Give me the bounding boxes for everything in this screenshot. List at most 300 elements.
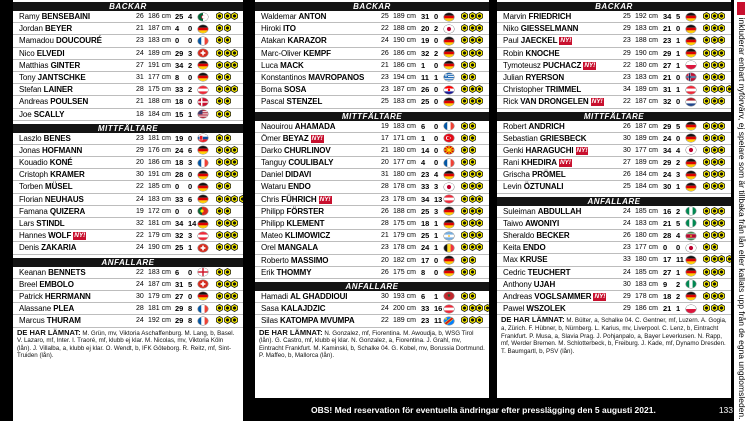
player-first-name: Philipp [261,206,285,216]
rating-icon [224,158,231,166]
player-goals: 8 [188,316,193,326]
rating-icon [224,243,231,251]
rating-icon [718,170,725,178]
player-rating [703,292,726,301]
rating-icon [461,256,468,264]
player-age: 29 [623,305,631,313]
player-last-name: PLEA [53,304,75,314]
rating-icon [711,122,718,130]
player-matches: 23 [421,316,430,326]
rating-icon [231,219,238,227]
player-name [19,60,80,71]
rating-icon [469,85,476,93]
player-age: 22 [136,268,144,276]
player-first-name: Lars [19,219,35,228]
player-first-name: Naouirou [261,121,293,131]
rating-icon [469,49,476,57]
austria-flag-icon [686,86,696,94]
player-goals: 2 [676,158,681,168]
player-height: 178 cm [393,183,416,191]
player-rating [703,207,726,216]
player-last-name: KONÉ [49,158,73,168]
player-last-name: UJAH [533,279,556,289]
player-name [503,206,581,217]
rating-icon [216,219,223,227]
player-rating [216,97,231,106]
player-last-name: KRAMER [50,170,85,180]
rating-icon [461,12,468,20]
player-age: 24 [381,37,389,45]
player-last-name: BEYER [45,24,73,34]
denmark-flag-icon [198,98,208,106]
player-height: 180 cm [635,61,658,69]
player-matches: 18 [175,158,184,168]
rating-icon [469,316,476,324]
player-last-name: STINDL [36,219,65,228]
player-height: 178 cm [393,195,416,203]
rating-icon [476,24,483,32]
player-first-name: Tony [19,72,36,82]
rating-icon [703,24,710,32]
player-height: 184 cm [148,110,171,118]
france-flag-icon [444,122,454,130]
player-name [19,48,64,59]
rating-icon [718,219,725,227]
player-rating [461,292,476,301]
rating-icon [239,195,244,203]
player-row [497,145,731,157]
player-height: 190 cm [635,49,658,57]
player-first-name: Cristoph [19,170,48,180]
player-goals: 0 [434,85,439,95]
player-matches: 17 [421,255,430,265]
rating-icon [718,97,725,105]
player-age: 26 [623,232,631,239]
player-matches: 26 [421,85,430,95]
player-goals: 0 [434,255,439,265]
rating-icon [703,292,710,300]
player-height: 189 cm [635,86,658,94]
player-age: 28 [136,86,144,94]
player-age: 23 [136,37,144,45]
player-rating [461,122,476,131]
player-name [503,23,578,34]
player-first-name: Denis [19,243,39,253]
player-height: 181 cm [148,134,171,142]
player-first-name: Chris [261,194,280,204]
germany-flag-icon [444,37,454,45]
player-matches: 0 [663,243,668,253]
rating-icon [461,73,468,81]
rating-icon [224,292,231,300]
player-age: 22 [381,317,389,325]
player-goals: 1 [188,243,193,253]
austria-flag-icon [198,86,208,94]
player-matches: 34 [175,219,184,228]
rating-icon [703,49,710,57]
player-name [19,181,73,192]
player-age: 26 [381,49,389,57]
rating-icon [469,61,476,69]
player-goals: 2 [188,85,193,95]
player-last-name: ANTON [298,12,327,21]
section-header: ANFALLARE [13,258,243,267]
player-rating [461,61,476,70]
rating-icon [461,207,468,215]
rating-icon [224,134,231,142]
player-first-name: Ömer [261,133,281,143]
player-age: 24 [623,268,631,276]
player-goals: 2 [434,48,439,58]
player-matches: 1 [421,60,426,70]
player-matches: 34 [421,194,430,204]
player-name [261,121,335,132]
rating-icon [718,231,725,239]
player-goals: 0 [188,133,193,143]
player-age: 24 [136,280,144,288]
player-matches: 11 [421,72,429,82]
rating-icon [216,158,223,166]
player-first-name: Waldemar [261,12,297,21]
player-last-name: TRIMMEL [545,85,582,95]
player-rating [703,61,726,70]
player-rating [703,255,731,264]
player-row [255,157,489,169]
player-name [261,303,325,314]
player-row [255,121,489,133]
rating-icon [469,207,476,215]
player-age: 23 [381,195,389,203]
norway-flag-icon [686,73,696,81]
player-first-name: Keita [503,243,521,253]
rating-icon [703,268,710,276]
player-height: 189 cm [635,134,658,142]
player-matches: 17 [663,255,672,265]
player-matches: 25 [421,231,430,241]
player-goals: 11 [434,316,442,326]
germany-flag-icon [198,73,208,81]
rating-icon [469,256,476,264]
rating-icon [711,49,718,57]
player-name [503,291,606,302]
japan-flag-icon [686,146,696,154]
player-rating [216,36,231,45]
player-name [19,303,74,314]
player-height: 184 cm [635,171,658,179]
player-first-name: Torben [19,182,43,192]
rating-icon [224,49,231,57]
rating-icon [461,134,468,142]
rating-icon [216,146,223,154]
player-rating [703,97,726,106]
player-age: 23 [381,73,389,81]
player-first-name: Atakan [261,36,286,46]
player-age: 21 [381,232,389,240]
player-name [19,206,85,217]
player-goals: 2 [676,291,681,301]
player-row [13,84,243,96]
player-matches: 24 [175,145,184,155]
rating-icon [476,12,483,20]
player-rating [216,280,239,289]
player-rating [216,110,231,119]
player-first-name: Kouadio [19,158,48,168]
japan-flag-icon [686,244,696,252]
player-row [13,206,243,218]
player-rating [216,85,239,94]
player-first-name: Niko [503,24,519,34]
player-goals: 6 [188,145,193,155]
rating-icon [216,61,223,69]
player-rating [461,134,476,143]
rating-icon [711,158,718,166]
player-goals: 0 [188,36,193,46]
rating-icon [703,12,710,20]
rating-icon [216,36,223,44]
player-age: 32 [136,220,144,227]
player-last-name: FRIEDRICH [528,12,572,21]
player-last-name: DOUCOURÉ [56,36,102,46]
side-strip-text [734,0,750,421]
player-goals: 1 [434,72,439,82]
rating-icon [469,268,476,276]
player-age: 31 [136,73,144,81]
rating-icon [476,85,483,93]
player-first-name: Rani [503,158,520,168]
player-last-name: KATOMPA MVUMPA [279,316,355,326]
player-last-name: MANGALA [277,243,319,253]
player-first-name: Julian [503,72,524,82]
player-matches: 0 [175,206,180,216]
new-signing-badge: NY! [74,232,86,240]
player-last-name: ABDULLAH [537,206,582,216]
rating-icon [718,268,725,276]
player-first-name: Taiwo [503,218,523,228]
player-name [503,169,566,180]
section-backar [255,2,489,109]
player-row [255,48,489,60]
germany-flag-icon [444,49,454,57]
player-height: 175 cm [148,86,171,94]
player-rating [216,292,239,301]
player-goals: 0 [434,267,439,277]
player-row [255,35,489,47]
player-matches: 28 [175,170,184,180]
player-goals: 1 [434,243,439,253]
page-footer [255,402,733,418]
player-row [255,218,489,230]
rating-icon [461,158,468,166]
player-last-name: AHAMADA [294,121,336,131]
rating-icon [231,243,238,251]
player-matches: 32 [663,97,672,107]
austria-flag-icon [198,232,208,240]
player-first-name: Jonas [19,145,40,155]
player-name [503,230,570,241]
player-name [261,11,326,22]
player-matches: 19 [421,36,430,46]
player-name [261,169,311,180]
rating-icon [718,158,725,166]
rating-icon [224,231,231,239]
player-matches: 6 [175,267,180,277]
player-rating [703,49,726,58]
player-name [503,218,559,229]
player-row [13,194,243,206]
player-goals: 5 [188,279,193,289]
player-row [255,303,489,315]
player-rating [461,316,484,325]
player-rating [216,73,231,82]
departed-players [497,315,731,355]
germany-flag-icon [198,25,208,33]
rating-icon [461,219,468,227]
player-last-name: HOFMANN [41,145,83,155]
player-goals: 2 [676,206,681,216]
rating-icon [718,24,725,32]
player-matches: 29 [175,316,184,326]
rating-icon [711,146,718,154]
player-age: 28 [381,183,389,191]
player-matches: 4 [175,24,180,34]
section-header: BACKAR [497,2,731,11]
morocco-flag-icon [444,292,454,300]
player-row [255,169,489,181]
player-height: 176 cm [148,146,171,154]
player-matches: 18 [175,97,184,107]
player-name [503,157,572,168]
player-height: 183 cm [148,268,171,276]
rating-icon [461,292,468,300]
player-matches: 34 [175,60,184,70]
player-age: 30 [136,171,144,179]
departed-title: DE HAR LÄMNAT: [501,315,565,325]
rating-icon [476,231,483,239]
section-header: BACKAR [255,2,489,11]
rating-icon [469,219,476,227]
player-matches: 6 [421,121,426,131]
player-first-name: Andreas [503,291,533,301]
player-goals: 1 [676,304,681,314]
player-height: 193 cm [393,292,416,300]
player-name [261,133,324,144]
player-goals: 0 [434,97,439,107]
player-rating [461,195,484,204]
rating-icon [231,158,238,166]
rating-icon [216,304,223,312]
player-last-name: DIDAVI [285,170,312,180]
player-row [255,291,489,303]
player-rating [461,73,476,82]
player-matches: 25 [421,206,430,216]
new-signing-badge: NY! [594,292,606,300]
player-goals: 0 [676,72,681,82]
player-row [255,145,489,157]
player-row [255,11,489,23]
player-row [255,133,489,145]
player-height: 186 cm [393,49,416,57]
player-height: 200 cm [393,305,416,313]
player-rating [703,73,726,82]
player-rating [461,170,484,179]
player-goals: 0 [188,170,193,180]
player-height: 189 cm [635,159,658,167]
player-rating [703,231,726,240]
player-last-name: JAECKEL [520,36,558,46]
player-rating [216,195,243,204]
player-row [497,267,731,279]
player-row [255,84,489,96]
section-mittfältare [255,112,489,279]
player-last-name: KNOCHE [525,48,560,58]
rating-icon [216,268,223,276]
player-matches: 33 [175,194,184,204]
rating-icon [216,280,223,288]
player-age: 20 [381,256,389,264]
player-last-name: VOGLSAMMER [534,291,592,301]
rating-icon [231,304,238,312]
player-row [497,169,731,181]
player-goals: 1 [676,85,681,95]
rating-icon [703,255,710,263]
player-matches: 29 [175,304,184,314]
player-matches: 25 [175,12,184,21]
rating-icon [718,36,725,44]
rating-icon [224,170,231,178]
player-age: 30 [381,292,389,300]
rating-icon [703,146,710,154]
player-matches: 34 [663,12,672,21]
departed-list: M. Grün, mv, Viktoria Aschaffenburg. M. Lang, b, Basel. V. Lazaro, mf, Inter. I. Traoré, mf, klubb ej klar. M. Nicolas, mv, Viktoria Köln (lån). J. Villalba, a, klubb ej klar. O. Wendt, b, IFK Göteborg. R. Reitz, mf, Sint-Truiden (lån). [17,329,235,360]
player-first-name: Andreas [19,97,49,107]
footer-note: OBS! Med reservation för eventuella ändringar efter presslägging den 5 augusti 2021. [311,405,656,415]
player-row [13,218,243,230]
player-goals: 0 [434,12,439,21]
player-rating [461,268,476,277]
player-name [503,133,586,144]
player-name [19,267,86,278]
player-goals: 1 [434,219,439,228]
page-number: 133 [718,405,733,415]
player-name [503,121,565,132]
rating-icon [469,292,476,300]
player-name [503,60,596,71]
player-matches: 18 [663,291,672,301]
player-last-name: STENZEL [286,97,323,107]
player-first-name: Hannes [19,231,46,241]
netherlands-flag-icon [686,98,696,106]
germany-flag-icon [198,61,208,69]
germany-flag-icon [686,49,696,57]
rating-icon [224,146,231,154]
player-matches: 19 [175,133,184,143]
switzerland-flag-icon [198,280,208,288]
rating-icon [711,12,718,20]
player-height: 180 cm [393,171,416,179]
player-age: 24 [623,219,631,227]
player-last-name: TEUCHERT [527,267,571,277]
germany-flag-icon [686,292,696,300]
rating-icon [703,134,710,142]
player-height: 189 cm [393,317,416,325]
rating-icon [703,122,710,130]
player-row [13,230,243,242]
rating-icon [461,170,468,178]
player-last-name: QUIZERA [49,206,86,216]
player-rating [461,256,476,265]
player-rating [703,268,726,277]
player-height: 194 cm [393,73,416,81]
